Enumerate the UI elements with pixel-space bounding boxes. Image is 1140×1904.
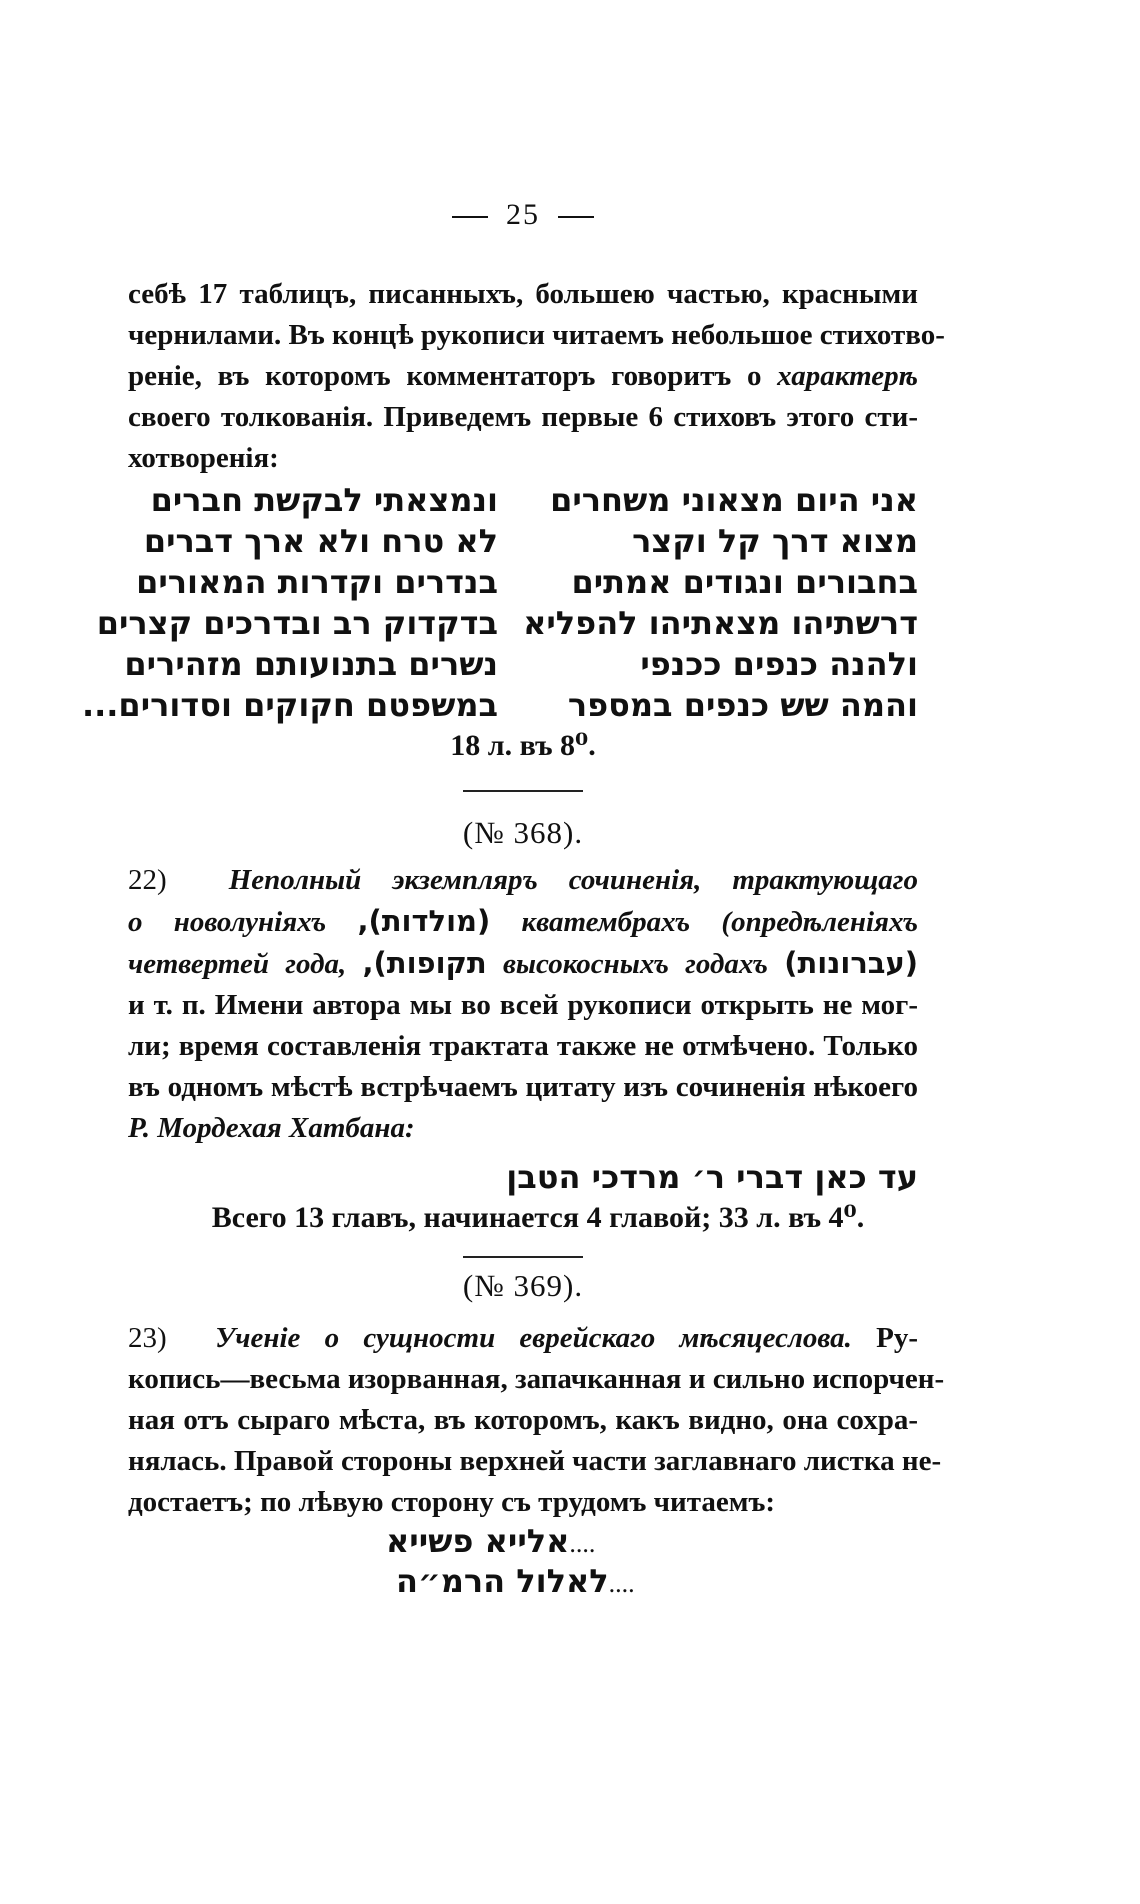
divider-rule — [463, 1256, 583, 1258]
hebrew-poem — [81, 480, 918, 726]
italic-title: Неполный экземпляръ сочиненія, трактующаго — [228, 864, 918, 896]
text-line: ная отъ сыраго мѣста, въ которомъ, какъ видно, она сохра- — [128, 1404, 918, 1436]
text-segment: реніе, въ которомъ комментаторъ говоритъ о — [128, 360, 762, 392]
poem-row — [96, 603, 918, 644]
text-line — [128, 860, 918, 901]
text-line: достаетъ; по лѣвую сторону съ трудомъ читаемъ: — [128, 1486, 776, 1518]
poem-verse: בדקדוק רב ובדרכים קצרים — [96, 604, 498, 642]
ellipsis: .... — [608, 1569, 635, 1598]
poem-verse: במשפטם חקוקים וסדורים... — [81, 686, 498, 724]
entry-index: 22) — [128, 864, 167, 896]
text-line — [128, 356, 918, 397]
dash-right — [558, 216, 594, 218]
text-line: ли; время составленія трактата также не отмѣчено. Только — [128, 1030, 918, 1062]
poem-verse: אני היום מצאוני משחרים — [550, 481, 918, 519]
italic-title: Ученіе о сущности еврейскаго мѣсяцеслова. — [215, 1322, 852, 1354]
hebrew-fragment-text: לאלול הרמ״ה — [396, 1562, 609, 1600]
ellipsis: .... — [569, 1529, 596, 1558]
hebrew-quote: עד כאן דברי ר׳ מרדכי הטבן — [506, 1158, 918, 1196]
entry-number-368: (№ 368). — [462, 815, 584, 850]
italic-word: характерѣ — [777, 360, 918, 392]
paragraph-entry-22 — [128, 860, 918, 1149]
page-number-text: 25 — [506, 198, 540, 231]
hebrew-term: (מולדות), — [357, 904, 491, 938]
hebrew-fragment-text: אלייא פשייא — [386, 1522, 570, 1560]
italic-title: высокосныхъ годахъ — [502, 948, 768, 980]
hebrew-term: (עברונות) — [784, 946, 919, 980]
hebrew-fragment-1 — [386, 1522, 595, 1560]
poem-verse: דרשתיהו מצאתיהו להפליא — [523, 604, 918, 642]
text-line: нялась. Правой стороны верхней части заглавнаго листка не- — [128, 1445, 942, 1477]
manuscript-size-2: Всего 13 главъ, начинается 4 главой; 33 л. въ 4⁰. — [211, 1201, 865, 1234]
paragraph-entry-23 — [128, 1318, 945, 1523]
poem-row — [128, 521, 918, 562]
hebrew-term: תקופות), — [362, 946, 487, 980]
hebrew-fragment-2 — [396, 1562, 635, 1600]
poem-verse: בחבורים ונגודים אמתים — [571, 563, 918, 601]
author-name: Р. Мордехая Хатбана: — [128, 1112, 415, 1144]
manuscript-size-1: 18 л. въ 8⁰. — [450, 729, 596, 762]
text-line: своего толкованія. Приведемъ первые 6 стиховъ этого сти- — [128, 401, 918, 433]
poem-row — [128, 480, 918, 521]
text-line: хотворенія: — [128, 442, 279, 474]
text-line: чернилами. Въ концѣ рукописи читаемъ небольшое стихотво- — [128, 319, 945, 351]
entry-index: 23) — [128, 1322, 167, 1354]
text-segment: Ру- — [876, 1322, 919, 1354]
italic-title: четвертей года, — [128, 948, 347, 980]
paragraph-intro — [128, 274, 945, 479]
poem-verse: מצוא דרך קל וקצר — [632, 522, 918, 560]
dash-left — [452, 216, 488, 218]
text-line — [128, 943, 918, 985]
italic-title: кватембрахъ (опредѣленіяхъ — [521, 906, 918, 938]
poem-verse: לא טרח ולא ארך דברים — [143, 522, 498, 560]
text-line: въ одномъ мѣстѣ встрѣчаемъ цитату изъ сочиненія нѣкоего — [128, 1071, 918, 1103]
text-line — [128, 1318, 918, 1359]
entry-number-369: (№ 369). — [462, 1268, 584, 1303]
divider-rule — [463, 790, 583, 792]
text-line: себѣ 17 таблицъ, писанныхъ, большею частью, красными — [128, 278, 918, 310]
poem-verse: ולהנה כנפים ככנפי — [640, 645, 918, 683]
text-line: копись—весьма изорванная, запачканная и сильно испорчен- — [128, 1363, 945, 1395]
poem-verse: בנדרים וקדרות המאורים — [136, 563, 498, 601]
poem-row — [128, 562, 918, 603]
poem-verse: ונמצאתי לבקשת חברים — [150, 481, 498, 519]
poem-verse: נשרים בתנועותם מזהירים — [124, 645, 498, 683]
poem-row — [124, 644, 918, 685]
text-line: и т. п. Имени автора мы во всей рукописи открыть не мог- — [128, 989, 918, 1021]
poem-verse: והמה שש כנפים במספר — [567, 686, 918, 724]
poem-row — [81, 685, 918, 726]
text-line — [128, 901, 918, 943]
page-number — [128, 198, 918, 232]
italic-title: о новолуніяхъ — [128, 906, 327, 938]
